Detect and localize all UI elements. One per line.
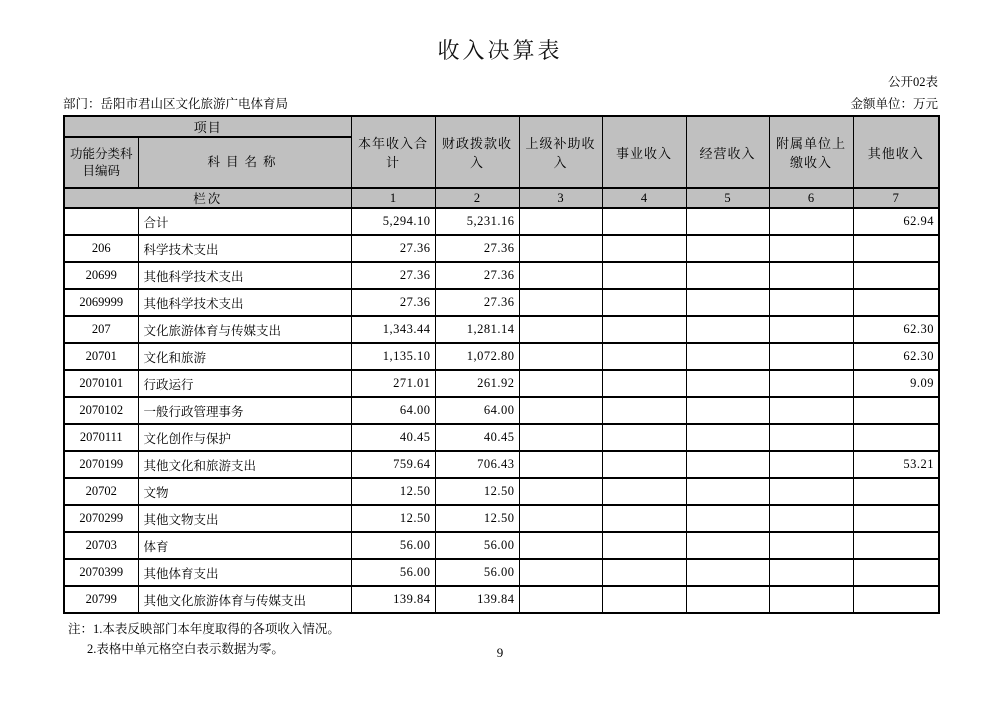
project-header-cell: 项目 [64, 116, 351, 137]
value-header-cell-business: 事业收入 [602, 116, 686, 188]
value-cell [602, 397, 686, 424]
subject-code-cell: 207 [64, 316, 138, 343]
column-number-cell: 4 [602, 188, 686, 208]
subject-code-cell: 2070399 [64, 559, 138, 586]
doc-label: 公开02表 [887, 75, 938, 89]
value-cell [686, 586, 769, 613]
value-cell [686, 289, 769, 316]
value-cell [686, 262, 769, 289]
subject-name-cell: 其他科学技术支出 [138, 289, 351, 316]
table-row [64, 289, 939, 316]
table-row [64, 397, 939, 424]
value-cell: 9.09 [853, 370, 939, 397]
value-cell [686, 532, 769, 559]
subject-name-cell: 其他文物支出 [138, 505, 351, 532]
value-cell [602, 505, 686, 532]
value-cell [519, 451, 602, 478]
value-cell [853, 478, 939, 505]
unit-label: 金额单位：万元 [850, 97, 938, 111]
subject-code-cell: 20699 [64, 262, 138, 289]
column-number-cell: 2 [435, 188, 519, 208]
subject-code-cell: 20702 [64, 478, 138, 505]
value-cell: 1,072.80 [435, 343, 519, 370]
value-cell: 56.00 [435, 532, 519, 559]
value-cell: 56.00 [351, 559, 435, 586]
value-cell [769, 397, 853, 424]
table-row [64, 478, 939, 505]
column-number-cell: 6 [769, 188, 853, 208]
value-cell [853, 289, 939, 316]
column-number-cell: 7 [853, 188, 939, 208]
value-cell: 27.36 [351, 235, 435, 262]
table-row [64, 316, 939, 343]
subject-name-cell: 文化和旅游 [138, 343, 351, 370]
value-cell: 56.00 [351, 532, 435, 559]
subject-code-cell: 2070101 [64, 370, 138, 397]
value-cell [519, 397, 602, 424]
value-cell [602, 532, 686, 559]
header-row-project [64, 116, 939, 137]
value-cell [853, 505, 939, 532]
value-cell [519, 343, 602, 370]
value-cell: 12.50 [435, 505, 519, 532]
value-cell [769, 451, 853, 478]
value-cell: 27.36 [435, 289, 519, 316]
value-cell [686, 424, 769, 451]
lanci-label-cell: 栏次 [64, 188, 351, 208]
value-cell [686, 397, 769, 424]
value-cell: 12.50 [351, 478, 435, 505]
department-label: 部门：岳阳市君山区文化旅游广电体育局 [63, 97, 289, 111]
table-row [64, 235, 939, 262]
value-cell [686, 451, 769, 478]
value-cell [769, 586, 853, 613]
value-cell [602, 451, 686, 478]
value-cell [769, 343, 853, 370]
subject-name-cell: 一般行政管理事务 [138, 397, 351, 424]
value-cell: 27.36 [351, 262, 435, 289]
value-cell [853, 532, 939, 559]
table-row [64, 424, 939, 451]
value-cell: 40.45 [351, 424, 435, 451]
subject-name-cell: 文化创作与保护 [138, 424, 351, 451]
value-header-cell-fiscal: 财政拨款收入 [435, 116, 519, 188]
subject-code-cell: 2069999 [64, 289, 138, 316]
value-cell [769, 370, 853, 397]
value-cell [769, 478, 853, 505]
value-cell [686, 505, 769, 532]
value-cell [769, 505, 853, 532]
column-number-cell: 1 [351, 188, 435, 208]
subject-code-cell: 20701 [64, 343, 138, 370]
subject-code-cell: 2070102 [64, 397, 138, 424]
table-row [64, 370, 939, 397]
value-cell [602, 370, 686, 397]
value-cell: 62.30 [853, 316, 939, 343]
value-cell [519, 559, 602, 586]
value-cell [686, 316, 769, 343]
value-cell [602, 262, 686, 289]
value-cell: 62.94 [853, 208, 939, 235]
value-cell [686, 478, 769, 505]
value-cell [519, 505, 602, 532]
table-row [64, 208, 939, 235]
table-row [64, 262, 939, 289]
value-header-cell-other: 其他收入 [853, 116, 939, 188]
value-header-cell-affiliated: 附属单位上缴收入 [769, 116, 853, 188]
value-cell [853, 235, 939, 262]
value-cell: 64.00 [351, 397, 435, 424]
value-cell: 62.30 [853, 343, 939, 370]
value-cell: 5,231.16 [435, 208, 519, 235]
value-cell [519, 289, 602, 316]
subject-code-cell: 206 [64, 235, 138, 262]
value-cell: 40.45 [435, 424, 519, 451]
value-cell: 27.36 [435, 235, 519, 262]
value-cell: 5,294.10 [351, 208, 435, 235]
value-cell: 706.43 [435, 451, 519, 478]
value-header-cell-subsidy: 上级补助收入 [519, 116, 602, 188]
column-number-cell: 3 [519, 188, 602, 208]
value-cell: 1,343.44 [351, 316, 435, 343]
subject-code-cell: 20799 [64, 586, 138, 613]
value-cell: 53.21 [853, 451, 939, 478]
meta-row [63, 94, 938, 112]
value-cell [519, 532, 602, 559]
note-line: 2.表格中单元格空白表示数据为零。 [87, 642, 284, 656]
subject-name-cell: 其他体育支出 [138, 559, 351, 586]
value-cell [519, 316, 602, 343]
value-cell: 27.36 [435, 262, 519, 289]
subject-code-cell [64, 208, 138, 235]
value-cell [853, 262, 939, 289]
value-cell: 64.00 [435, 397, 519, 424]
value-cell [602, 478, 686, 505]
table-row [64, 559, 939, 586]
value-cell: 1,135.10 [351, 343, 435, 370]
subject-code-cell: 2070199 [64, 451, 138, 478]
subject-code-cell: 2070111 [64, 424, 138, 451]
note-line: 注：1.本表反映部门本年度取得的各项收入情况。 [68, 622, 340, 636]
value-cell [853, 559, 939, 586]
value-cell: 759.64 [351, 451, 435, 478]
value-cell [602, 289, 686, 316]
subject-name-cell: 体育 [138, 532, 351, 559]
value-cell [602, 316, 686, 343]
value-cell [602, 586, 686, 613]
value-cell [853, 586, 939, 613]
table-row [64, 532, 939, 559]
value-cell [769, 289, 853, 316]
value-cell [686, 370, 769, 397]
subject-name-cell: 文物 [138, 478, 351, 505]
value-cell [602, 559, 686, 586]
value-header-cell-operating: 经营收入 [686, 116, 769, 188]
value-cell [769, 262, 853, 289]
name-header-cell: 科目名称 [138, 137, 351, 188]
table-row [64, 343, 939, 370]
column-index-row [64, 188, 939, 208]
value-cell: 271.01 [351, 370, 435, 397]
value-cell [853, 397, 939, 424]
value-cell [853, 424, 939, 451]
table-row [64, 451, 939, 478]
value-cell [602, 235, 686, 262]
value-cell [519, 262, 602, 289]
value-cell [602, 343, 686, 370]
value-cell [769, 559, 853, 586]
page-number: 9 [496, 645, 504, 660]
income-table [63, 115, 940, 614]
value-cell [519, 370, 602, 397]
value-cell: 139.84 [435, 586, 519, 613]
subject-name-cell: 行政运行 [138, 370, 351, 397]
subject-name-cell: 其他文化旅游体育与传媒支出 [138, 586, 351, 613]
value-cell: 56.00 [435, 559, 519, 586]
value-cell [686, 559, 769, 586]
value-cell [769, 424, 853, 451]
income-table-body [64, 208, 939, 613]
value-cell: 1,281.14 [435, 316, 519, 343]
subject-name-cell: 文化旅游体育与传媒支出 [138, 316, 351, 343]
value-cell [519, 208, 602, 235]
value-cell [602, 424, 686, 451]
value-cell [686, 235, 769, 262]
value-cell [519, 424, 602, 451]
value-cell: 139.84 [351, 586, 435, 613]
value-cell: 261.92 [435, 370, 519, 397]
value-cell [519, 586, 602, 613]
table-row [64, 586, 939, 613]
value-cell [769, 532, 853, 559]
value-cell [769, 235, 853, 262]
value-header-cell-total: 本年收入合计 [351, 116, 435, 188]
subject-name-cell: 其他文化和旅游支出 [138, 451, 351, 478]
value-cell [519, 235, 602, 262]
code-header-cell: 功能分类科目编码 [64, 137, 138, 188]
value-cell [602, 208, 686, 235]
value-cell [769, 208, 853, 235]
subject-name-cell: 合计 [138, 208, 351, 235]
subject-code-cell: 2070299 [64, 505, 138, 532]
page-title: 收入决算表 [437, 38, 563, 63]
table-row [64, 505, 939, 532]
value-cell [686, 208, 769, 235]
value-cell: 27.36 [351, 289, 435, 316]
value-cell [769, 316, 853, 343]
column-number-cell: 5 [686, 188, 769, 208]
subject-name-cell: 其他科学技术支出 [138, 262, 351, 289]
value-cell: 12.50 [351, 505, 435, 532]
subject-name-cell: 科学技术支出 [138, 235, 351, 262]
value-cell: 12.50 [435, 478, 519, 505]
value-cell [686, 343, 769, 370]
subject-code-cell: 20703 [64, 532, 138, 559]
value-cell [519, 478, 602, 505]
